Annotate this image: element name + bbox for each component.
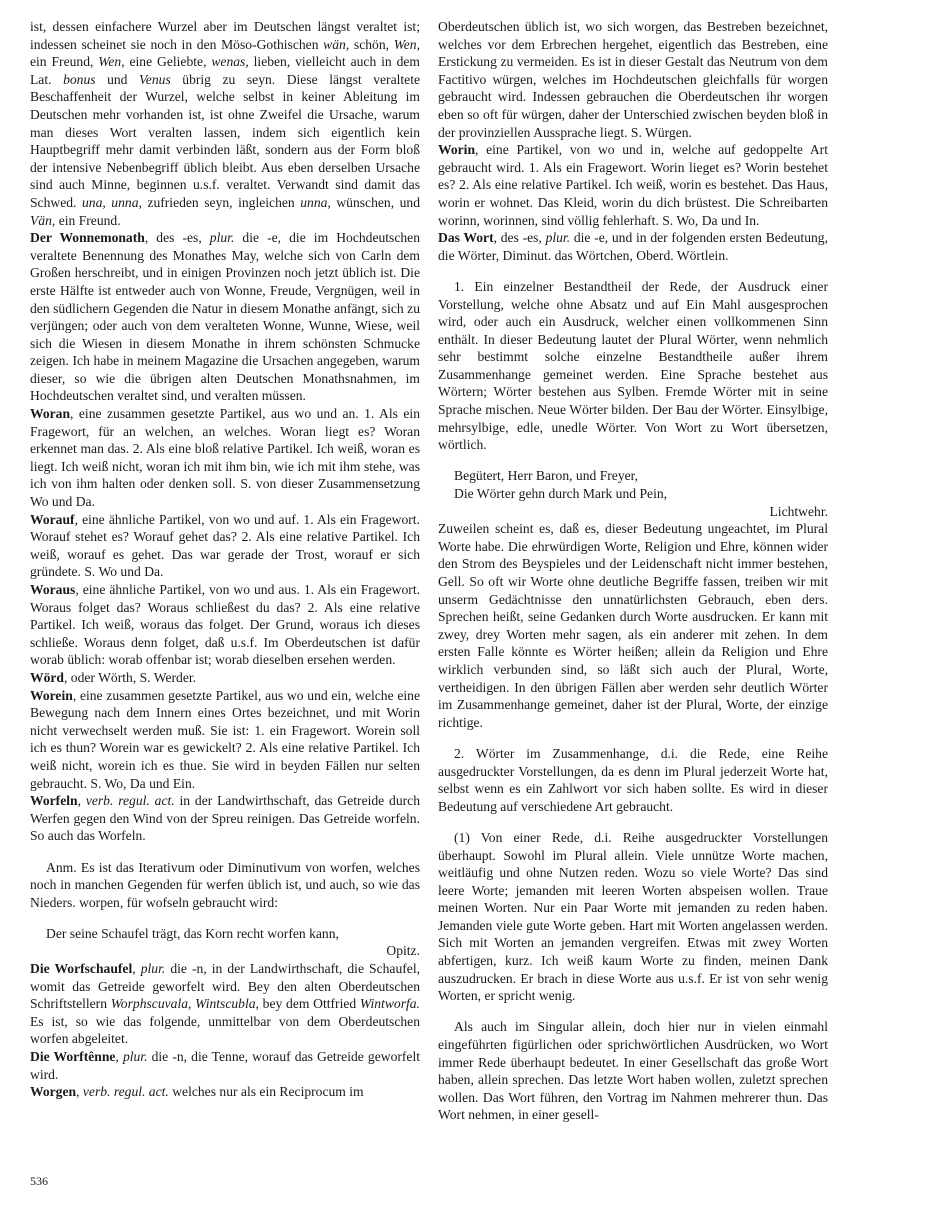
text-run: wünschen, und xyxy=(330,194,420,210)
text-run: welches nur als ein Reciprocum im xyxy=(168,1084,364,1100)
text-run: und xyxy=(95,71,140,87)
text-run: , xyxy=(132,961,141,977)
text-run: , xyxy=(76,1084,83,1100)
text-run: Der seine Schaufel trägt, das Korn recht worfen kann, xyxy=(46,925,339,941)
headword: Worin xyxy=(438,142,476,158)
page-number: 536 xyxy=(30,1174,48,1188)
italic-text: wenas, xyxy=(211,54,249,70)
headword: Die Worftênne xyxy=(30,1049,116,1065)
text-run: lieben, vielleicht auch in dem Lat. xyxy=(30,54,421,87)
dictionary-entry xyxy=(438,520,828,731)
text-run: , xyxy=(77,793,86,809)
italic-text: unna, xyxy=(111,194,142,210)
italic-text: verb. regul. act. xyxy=(85,793,175,809)
text-run: Als auch im Singular allein, doch hier nur in vielen einmahl eingeführten figürlichen oder sprichwörtlichen Ausdrücken, wo Wort immer Rede überhaupt bedeutet. In einer Gesellschaft das große Wort haben, allein sprechen. Das letzte Wort haben wollen, zuletzt sprechen wollen. Das Wort führen, den Vortrag im Nahmen mehrerer thun. Das Wort nehmen, in einer gesell- xyxy=(438,1019,828,1123)
dictionary-entry xyxy=(30,859,420,912)
text-run: in der Landwirthschaft, das Getreide durch Werfen gegen den Wind von der Spreu reinigen. Das Getreide worfeln. So auch das Worfeln. xyxy=(30,793,421,844)
italic-text: Vän, xyxy=(30,212,56,228)
dictionary-entry xyxy=(438,278,828,454)
text-run: 2. Wörter im Zusammenhange, d.i. die Rede, eine Reihe ausgedruckter Vorstellungen, da es denn im Plural jederzeit Worte hat, selbst wenn es ein Zahlwort vor sich haben sollte. Es wird in dieser Bedeutung auf verschiedene Art gebraucht. xyxy=(438,745,828,814)
italic-text: Worphscuvala, Wintscubla, xyxy=(110,996,259,1012)
text-run: ist, dessen einfachere Wurzel aber im Deutschen längst veraltet ist; indessen scheinet sie noch in den Möso-Gothischen xyxy=(30,19,420,52)
text-run: , des -es, xyxy=(493,230,546,246)
text-run: die -n, die Tenne, worauf das Getreide geworfelt wird. xyxy=(30,1049,421,1082)
dictionary-entry xyxy=(30,960,420,1048)
text-run: , eine ähnliche Partikel, von wo und auf. 1. Als ein Fragewort. Worauf stehet es? Worauf gehet das? 2. Als eine relative Partikel. Ich weiß, worauf es gehet. Das war gerade der Trost, worauf er sich gründete. S. Wo und Da. xyxy=(30,511,420,580)
dictionary-entry xyxy=(438,745,828,815)
dictionary-entry xyxy=(438,141,828,229)
text-run: , eine ähnliche Partikel, von wo und aus. 1. Als ein Fragewort. Woraus folget das? Woraus schließest du das? 2. Als eine relative Partikel. Ich weiß, woraus das folget. Der Grund, woraus ich dieses schließe. Woraus denn folget, daß u.s.f. Im Oberdeutschen ist dafür worab üblich: worab offenbar ist; worab dieselben ersehen werden. xyxy=(30,582,420,668)
text-run: (1) Von einer Rede, d.i. Reihe ausgedruckter Vorstellungen überhaupt. Sowohl im Plural allein. Viele unnütze Worte machen, weitläufig und ohne Nutzen reden. Wozu so viele Worte? Das sind leere Worte; jemanden mit leeren Worten abspeisen wollen. Traue meinen Worten. Nur ein Paar Worte mit jemanden zu reden haben. Jemanden viele gute Worte geben. Hart mit Worten angelassen werden. Sich mit Worten an jemanden vergreifen. Etwas mit zwey Worten abfertigen, kurz. Ich weiß kaum Worte zu finden, meinen Dank auszudrucken. Er brach in diese Worte aus u.s.f. Er ist von sehr wenig Worten, er spricht wenig. xyxy=(438,829,828,1004)
text-run: , oder Wörth, S. Werder. xyxy=(63,669,197,685)
headword: Worauf xyxy=(30,511,75,527)
dictionary-entry xyxy=(438,829,828,1005)
italic-text: una, xyxy=(81,194,106,210)
dictionary-entry xyxy=(30,1048,420,1083)
headword: Worgen xyxy=(30,1084,77,1100)
citation xyxy=(30,942,420,960)
dictionary-entry xyxy=(30,581,420,669)
text-run: schön, xyxy=(349,36,394,52)
dictionary-entry xyxy=(30,687,420,793)
headword: Worfeln xyxy=(30,793,78,809)
text-run: , xyxy=(115,1049,123,1065)
text-run: eine Geliebte, xyxy=(124,54,212,70)
text-run: Anm. Es ist das Iterativum oder Diminutivum von worfen, welches noch in manchen Gegenden für werfen üblich ist, und auch, so wie das Nieders. worpen, für wofseln gebraucht wird: xyxy=(30,859,420,910)
italic-text: unna, xyxy=(300,194,331,210)
italic-text: bonus xyxy=(63,71,96,87)
headword: Woran xyxy=(30,406,71,422)
italic-text: plur. xyxy=(140,961,166,977)
italic-text: wän, xyxy=(323,36,350,52)
verse-line xyxy=(454,485,828,503)
text-run: , des -es, xyxy=(144,230,210,246)
italic-text: plur. xyxy=(545,230,571,246)
text-run: Die Wörter gehn durch Mark und Pein, xyxy=(454,486,668,502)
text-run: , eine Partikel, von wo und in, welche auf gedoppelte Art gebraucht wird. 1. Als ein Fragewort. Worin lieget es? Worin bestehet es? 2. Als eine relative Partikel. Ich weiß, worin es bestehet. Das Haus, worin er wohnet. Das Kleid, worin du dich brüstest. Die Schreibarten worinn, worinnen, sind völlig fehlerhaft. S. Wo, Da und In. xyxy=(438,142,828,228)
headword: Die Worfschaufel xyxy=(30,961,133,977)
text-run: Lichtwehr. xyxy=(769,503,828,519)
left-column xyxy=(30,18,420,1101)
italic-text: plur. xyxy=(122,1049,148,1065)
right-column xyxy=(438,18,828,1138)
italic-text: Wen, xyxy=(393,36,420,52)
text-run: , eine zusammen gesetzte Partikel, aus wo und an. 1. Als ein Fragewort, für an welchen, an welches. Woran liegt es? Woran erkennet man das. 2. Als eine bloß relative Partikel. Ich weiß, woran es liegt. Ich weiß nicht, woran ich mit ihm bin, wie ich mit ihm stehe, was ich von ihm halten oder denken soll. S. von dieser Zusammensetzung Wo und Da. xyxy=(30,406,420,510)
text-run: zufrieden seyn, ingleichen xyxy=(141,194,301,210)
dictionary-entry xyxy=(30,1083,420,1101)
dictionary-entry xyxy=(30,405,420,511)
italic-text: plur. xyxy=(209,230,235,246)
text-run: Begütert, Herr Baron, und Freyer, xyxy=(454,468,639,484)
text-run: Opitz. xyxy=(386,943,420,959)
dictionary-entry xyxy=(30,18,420,229)
text-run: 1. Ein einzelner Bestandtheil der Rede, der Ausdruck einer Vorstellung, welche ohne Absatz und auf Ein Mahl ausgesprochen wird, oder auch ein Ausdruck, welcher einen vollkommenen Sinn enthält. In dieser Bedeutung lautet der Plural Wörter, wenn nehmlich sehr bestimmt solche einzelne Bestandtheile außer ihrem Zusammenhange gemeinet werden. Eine Sprache bestehet aus Wörtern; Wörter bestehen aus Sylben. Fremde Wörter mit in seine Sprache mischen. Neue Wörter bilden. Der Bau der Wörter. Einsylbige, mehrsylbige, edle, unedle Wörter. Von Wort zu Wort übersetzen, wörtlich. xyxy=(438,278,828,453)
citation xyxy=(438,503,828,521)
dictionary-entry xyxy=(30,669,420,687)
verse-line xyxy=(454,467,828,485)
headword: Woraus xyxy=(30,582,76,597)
dictionary-entry xyxy=(438,18,828,141)
text-run: die -e, die im Hochdeutschen veraltete Benennung des Monathes May, welche sich von Carln dem Großen herschreibt, und in einigen Provinzen noch jetzt üblich ist. Die erste Hälfte ist entweder auch von Wonne, Freude, Vergnügen, weil in den südlichern Gegenden die Natur in diesem Monathe anfängt, sich zu verjüngen; oder auch von dem veralteten Wonne, Wunne, Wiese, weil sich die Wiesen in diesem Monathe in ihrem schönsten Schmucke zeigen. Ich habe in meinem Magazine die Ursachen angegeben, warum dieser, so wie die übrigen alten Deutschen Monathsnahmen, im Hochdeutschen veraltet sind, und veralten müssen. xyxy=(30,230,420,404)
text-run: die -n, in der Landwirthschaft, die Schaufel, womit das Getreide geworfelt wird. Bey den alten Oberdeutschen Schriftstellern xyxy=(30,961,421,1012)
text-run: ein Freund, xyxy=(30,54,99,70)
italic-text: Wen, xyxy=(98,54,125,70)
text-run: die -e, und in der folgenden ersten Bedeutung, die Wörter, Diminut. das Wörtchen, Oberd. Wörtlein. xyxy=(438,230,828,263)
headword: Worein xyxy=(30,687,73,703)
text-run: Zuweilen scheint es, daß es, dieser Bedeutung ungeachtet, im Plural Worte habe. Die ehrwürdigen Worte, Religion und Ehre, können wider den Strom des Beyspieles und der Leidenschaft nicht immer bestehen, Gell. So oft wir Worte ohne deutliche Begriffe fassen, treiben wir mit unserm Gedächtnisse den unnatürlichsten Gebrauch, eben ders. Sprechen heißt, seine Gedanken durch Worte ausdrucken. Er kann mit zwey, drey Worten mehr sagen, als ein anderer mit zehen. In dem ersten Falle könnte es Wörter heißen; allein da Religion und Ehre wirklich verbunden sind, so läßt sich auch der Plural, Worte, vertheidigen. In den übrigen Fällen aber werden sehr deutlich Wörter im Zusammenhange gemeinet, daher ist der Plural, Worte, der einzige richtige. xyxy=(438,521,828,730)
headword: Das Wort xyxy=(438,230,494,246)
dictionary-entry xyxy=(30,792,420,845)
text-run: Oberdeutschen üblich ist, wo sich worgen, das Bestreben bezeichnet, welches vor dem Erbrechen hergehet, eigentlich das Bestreben, eine Erstickung zu vermeiden. Es ist in dieser Gestalt das Neutrum von dem Factitivo würgen, welches im Hochdeutschen gleichfalls für worgen gebraucht wird. Indessen gebrauchen die Oberdeutschen ihr worgen eben so oft für würgen, daher der Unterschied zwischen beyden bloß in der provinziellen Aussprache liegt. S. Würgen. xyxy=(438,19,828,140)
text-run: Es ist, so wie das folgende, unmittelbar von dem Oberdeutschen worfen abgeleitet. xyxy=(30,1013,420,1047)
headword: Der Wonnemonath xyxy=(30,230,145,246)
dictionary-entry xyxy=(30,511,420,581)
dictionary-entry xyxy=(30,229,420,405)
dictionary-entry xyxy=(438,1018,828,1124)
headword: Wörd xyxy=(30,669,64,685)
text-run: übrig zu seyn. Diese längst veraltete Beschaffenheit der Wurzel, welche selbst in keiner Ableitung im Deutschen mehr vorhanden ist, ist ohne Zweifel die Ursache, warum man dieses Wort veralten lassen, indem sich eigentlich kein Hauptbegriff mehr damit verbinden läßt, sondern aus der Form bloß der intensive Nebenbegriff üblich bleibt. Aus eben derselben Ursache sind auch Minne, beginnen u.s.f. veraltet. Verwandt sind damit das Schwed. xyxy=(30,71,420,210)
italic-text: verb. regul. act. xyxy=(82,1084,169,1100)
text-run: , eine zusammen gesetzte Partikel, aus wo und ein, welche eine Bewegung nach dem Innern eines Ortes bezeichnet, und mit Worin nicht verwechselt werden muß. Sie ist: 1. ein Fragewort. Worein soll ich es thun? Worein war es gewickelt? 2. Als eine relative Partikel. Ich weiß nicht, worein ich es thue. Sie wird in beyden Fällen nur selten gebraucht. S. Wo, Da und Ein. xyxy=(30,687,420,791)
text-run: bey dem Ottfried xyxy=(258,996,360,1012)
dictionary-entry xyxy=(438,229,828,264)
italic-text: Wintworfa. xyxy=(359,996,420,1012)
verse-line xyxy=(46,925,420,943)
text-run: ein Freund. xyxy=(55,212,121,228)
italic-text: Venus xyxy=(139,71,171,87)
